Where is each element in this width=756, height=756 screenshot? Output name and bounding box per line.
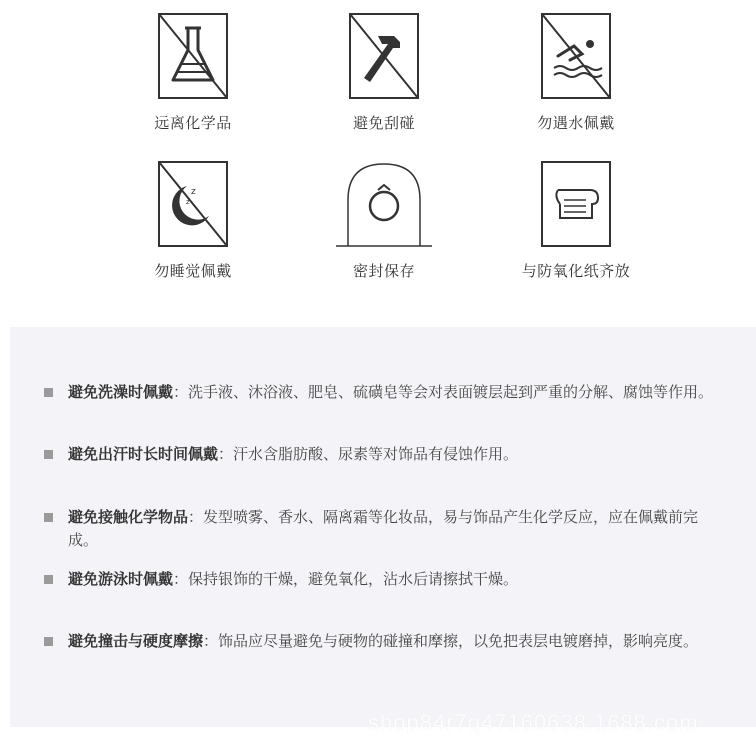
tip-title: 避免洗澡时佩戴 (68, 383, 174, 401)
icon-cell-sleep (93, 160, 293, 281)
icon-label: 避免刮碰 (352, 114, 415, 132)
bullet-square (44, 388, 53, 397)
icon-cell-water (476, 12, 676, 133)
icon-cell-sealed (284, 160, 484, 281)
ring-storage-icon (334, 160, 434, 248)
icon-label: 密封保存 (352, 262, 415, 280)
swimmer-icon (540, 12, 612, 100)
icon-label: 远离化学品 (154, 114, 232, 132)
tip-body: 洗手液、沐浴液、肥皂、硫磺皂等会对表面镀层起到严重的分解、腐蚀等作用。 (188, 383, 714, 401)
tip-item (44, 443, 724, 466)
flask-icon (157, 12, 229, 100)
icon-cell-scratch (284, 12, 484, 133)
tip-body: 饰品应尽量避免与硬物的碰撞和摩擦，以免把表层电镀磨掉，影响亮度。 (218, 632, 699, 650)
svg-text:z: z (186, 198, 190, 206)
tip-item (44, 568, 724, 591)
tip-separator: ： (173, 570, 189, 588)
bullet-square (44, 575, 53, 584)
tip-body: 保持银饰的干燥，避免氧化，沾水后请擦拭干燥。 (188, 570, 519, 588)
tip-body: 汗水含脂肪酸、尿素等对饰品有侵蚀作用。 (233, 445, 519, 463)
icon-label: 勿遇水佩戴 (537, 114, 615, 132)
hammer-icon (348, 12, 420, 100)
bullet-square (44, 513, 53, 522)
tip-title: 避免接触化学物品 (68, 508, 189, 526)
tip-body: 发型喷雾、香水、隔离霜等化妆品，易与饰品产生化学反应，应在佩戴前完成。 (68, 508, 699, 549)
icon-label: 勿睡觉佩戴 (154, 262, 232, 280)
tip-separator: ： (203, 632, 219, 650)
paper-wrap-icon (540, 160, 612, 248)
care-icons-section (0, 0, 756, 300)
icon-label: 与防氧化纸齐放 (521, 262, 631, 280)
tip-title: 避免撞击与硬度摩擦 (68, 632, 204, 650)
icon-cell-anti-tarnish (476, 160, 676, 281)
bullet-square (44, 450, 53, 459)
tip-title: 避免游泳时佩戴 (68, 570, 174, 588)
tip-item (44, 381, 724, 404)
tip-item (44, 630, 724, 653)
bullet-square (44, 637, 53, 646)
tip-item (44, 506, 724, 552)
tip-title: 避免出汗时长时间佩戴 (68, 445, 219, 463)
sleep-moon-icon (157, 160, 229, 248)
tip-separator: ： (173, 383, 189, 401)
icon-cell-chemicals (93, 12, 293, 133)
tip-separator: ： (188, 508, 204, 526)
tip-separator: ： (218, 445, 234, 463)
svg-text:z: z (191, 187, 196, 197)
shop-watermark: shop84r7q47160638.1688.com (368, 710, 699, 735)
